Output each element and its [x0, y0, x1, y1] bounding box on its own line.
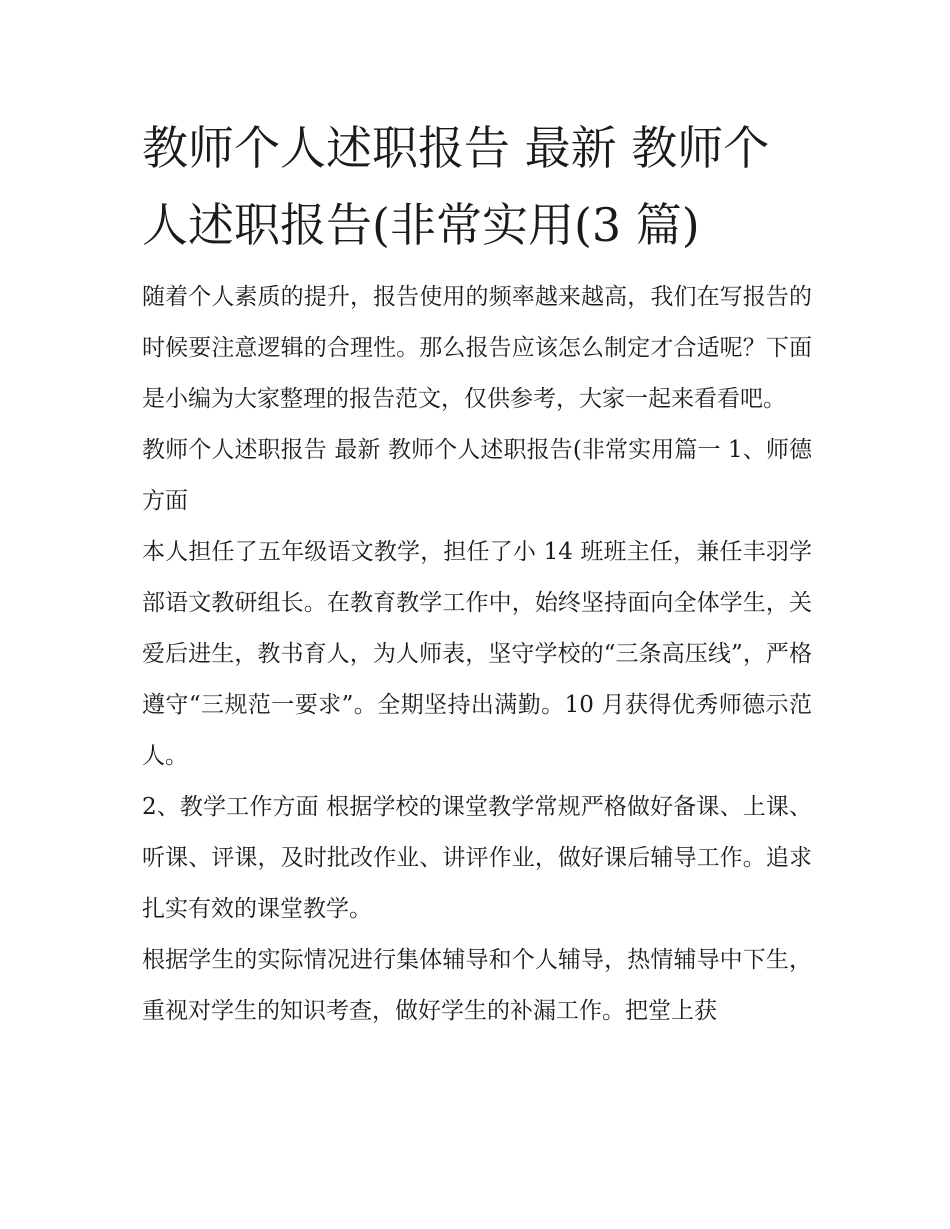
document-title: 教师个人述职报告 最新 教师个人述职报告(非常实用(3 篇) — [142, 121, 770, 252]
paragraph-teaching: 2、教学工作方面 根据学校的课堂教学常规严格做好备课、上课、听课、评课，及时批改作业、讲评作业，做好课后辅导工作。追求扎实有效的课堂教学。 — [142, 794, 812, 922]
paragraph-intro: 随着个人素质的提升，报告使用的频率越来越高，我们在写报告的时候要注意逻辑的合理性。那么报告应该怎么制定才合适呢？下面是小编为大家整理的报告范文，仅供参考，大家一起来看看吧。 — [142, 284, 812, 412]
paragraph-section-heading: 教师个人述职报告 最新 教师个人述职报告(非常实用篇一 1、师德方面 — [142, 437, 812, 514]
paragraph-ethics: 本人担任了五年级语文教学，担任了小 14 班班主任，兼任丰羽学部语文教研组长。在教育教学工作中，始终坚持面向全体学生，关爱后进生，教书育人，为人师表，坚守学校的“三条高压线”，严格遵守“三规范一要求”。全期坚持出满勤。10 月获得优秀师德示范人。 — [142, 539, 812, 769]
document-page — [142, 110, 812, 1037]
paragraph-tutoring: 根据学生的实际情况进行集体辅导和个人辅导，热情辅导中下生，重视对学生的知识考查，做好学生的补漏工作。把堂上获 — [142, 947, 812, 1024]
